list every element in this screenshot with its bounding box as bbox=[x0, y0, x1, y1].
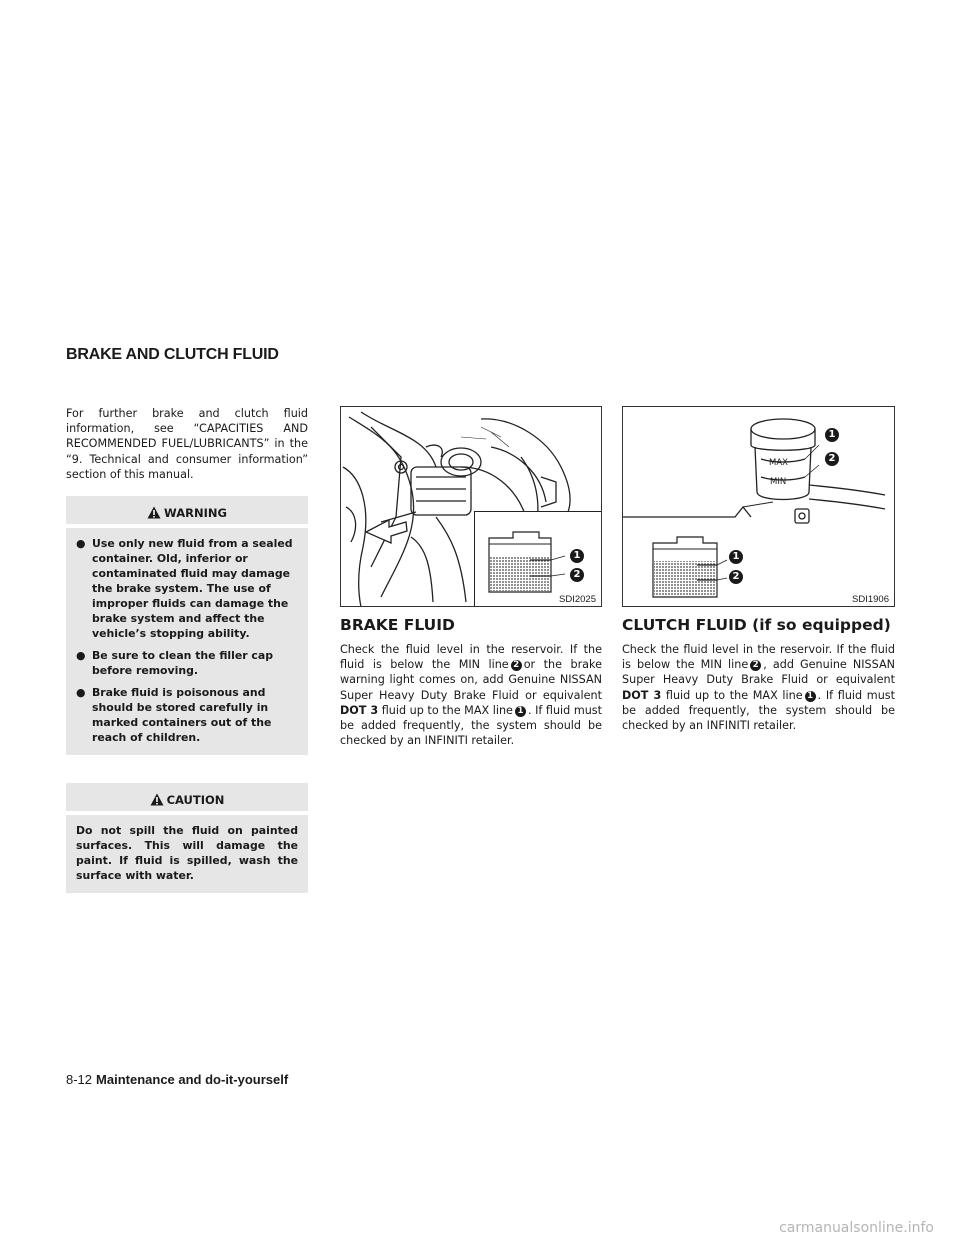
section-title: BRAKE AND CLUTCH FLUID bbox=[66, 346, 279, 363]
callout-2-icon: 2 bbox=[729, 570, 743, 584]
callout-2-icon: 2 bbox=[825, 452, 839, 466]
callout-2-icon: 2 bbox=[570, 568, 584, 582]
left-column bbox=[66, 406, 308, 893]
max-label: MAX bbox=[769, 458, 788, 468]
warning-item: ● Use only new fluid from a sealed container. Old, inferior or contaminated fluid may damage the brake system. The use of improper fluids can damage the brake system and affect the vehicle’s stopping ability. bbox=[76, 537, 293, 641]
caution-box bbox=[66, 783, 308, 893]
clutch-fluid-figure bbox=[622, 406, 895, 607]
brake-fluid-figure bbox=[340, 406, 602, 607]
bullet-icon: ● bbox=[76, 537, 86, 551]
clutch-reservoir-illustration bbox=[623, 407, 895, 607]
chapter-title: Maintenance and do-it-yourself bbox=[96, 1072, 289, 1087]
intro-paragraph: For further brake and clutch fluid information, see “CAPACITIES AND RECOMMENDED FUEL/LUBRICANTS” in the “9. Technical and consumer information” section of this manual. bbox=[66, 407, 308, 481]
callout-2-icon: 2 bbox=[511, 660, 522, 671]
callout-1-icon: 1 bbox=[515, 706, 526, 717]
caution-header bbox=[76, 789, 298, 811]
callout-1-icon: 1 bbox=[805, 691, 816, 702]
warning-divider bbox=[66, 524, 308, 528]
brake-fluid-heading: BRAKE FLUID bbox=[340, 616, 455, 634]
callout-2-icon: 2 bbox=[750, 660, 761, 671]
brake-fluid-section bbox=[340, 616, 602, 748]
caution-label: CAUTION bbox=[166, 793, 225, 808]
caution-text: Do not spill the fluid on painted surfaces. This will damage the paint. If fluid is spilled, wash the surface with water. bbox=[76, 824, 298, 883]
caution-triangle-icon bbox=[150, 793, 164, 806]
callout-1-icon: 1 bbox=[729, 550, 743, 564]
watermark: carmanualsonline.info bbox=[779, 1220, 934, 1236]
figure-code: SDI2025 bbox=[559, 594, 596, 605]
clutch-fluid-section bbox=[622, 616, 895, 733]
bullet-icon: ● bbox=[76, 686, 86, 700]
callout-1-icon: 1 bbox=[825, 428, 839, 442]
caution-divider bbox=[66, 811, 308, 815]
min-label: MIN bbox=[770, 477, 787, 487]
callout-1-icon: 1 bbox=[570, 549, 584, 563]
clutch-fluid-paragraph: Check the fluid level in the reservoir. If the fluid is below the MIN line 2 , add Genuine NISSAN Super Heavy Duty Brake Fluid or equivalent DOT 3 fluid up to the MAX line 1 . If fluid must be added frequently, the system should be checked by an INFINITI retailer. bbox=[622, 643, 896, 733]
warning-item: ● Be sure to clean the filler cap before removing. bbox=[76, 649, 274, 678]
clutch-fluid-heading: CLUTCH FLUID (if so equipped) bbox=[622, 616, 891, 634]
page-footer bbox=[66, 1072, 288, 1087]
brake-reservoir-inset bbox=[474, 511, 602, 607]
warning-label: WARNING bbox=[164, 506, 227, 521]
warning-header bbox=[76, 502, 298, 524]
brake-fluid-paragraph: Check the fluid level in the reservoir. If the fluid is below the MIN line 2 or the brake warning light comes on, add Genuine NISSAN Super Heavy Duty Brake Fluid or equivalent DOT 3 fluid up to the MAX line 1 . If fluid must be added frequently, the system should be checked by an INFINITI retailer. bbox=[340, 643, 603, 748]
warning-triangle-icon bbox=[147, 506, 161, 519]
figure-code: SDI1906 bbox=[852, 594, 889, 605]
page-number: 8-12 bbox=[66, 1072, 93, 1087]
bullet-icon: ● bbox=[76, 649, 86, 663]
warning-box bbox=[66, 496, 308, 755]
warning-item: ● Brake fluid is poisonous and should be stored carefully in marked containers out of the reach of children. bbox=[76, 686, 272, 745]
